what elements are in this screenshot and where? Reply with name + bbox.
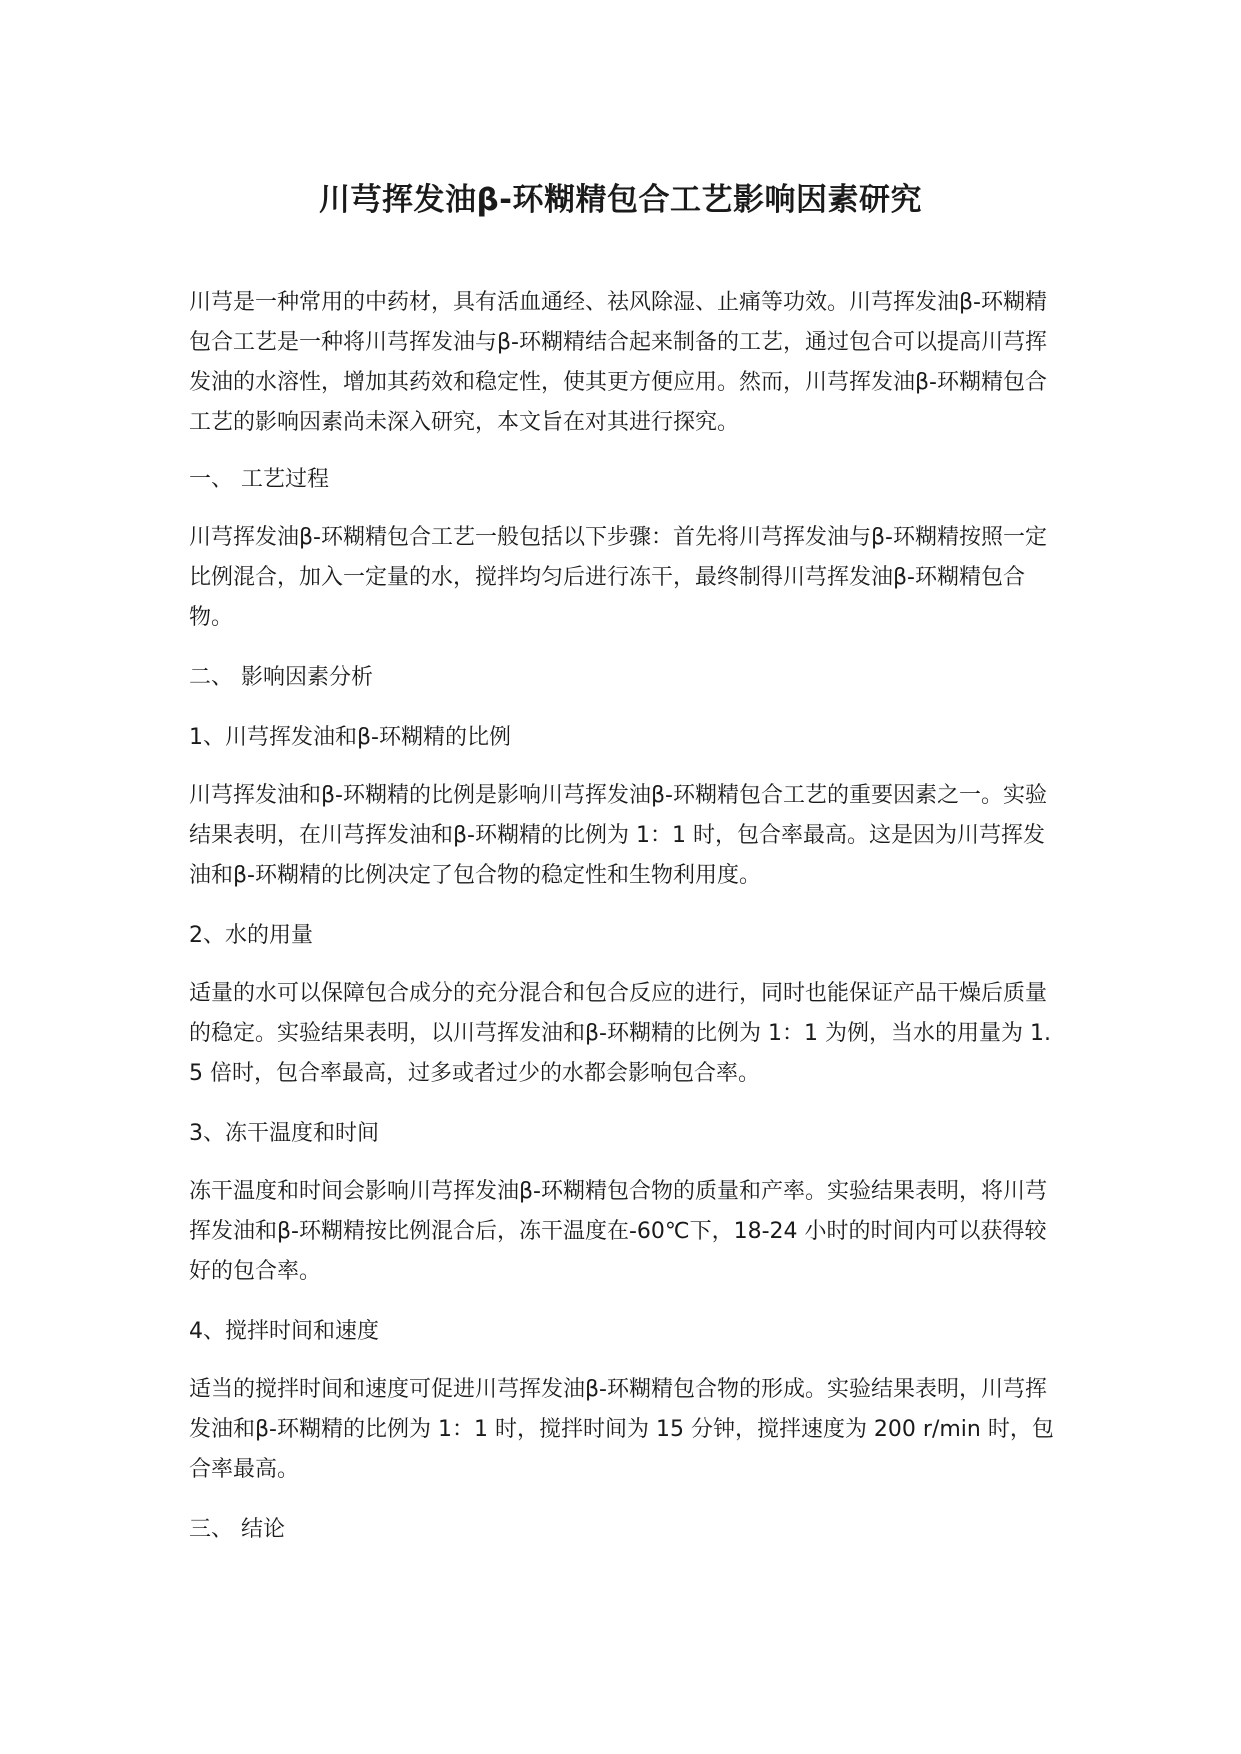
section-title: 工艺过程 [241,467,330,492]
section-number: 二、 [189,665,234,690]
subsection-1-paragraph: 川芎挥发油和β-环糊精的比例是影响川芎挥发油β-环糊精包合工艺的重要因素之一。实验结果表明，在川芎挥发油和β-环糊精的比例为 1：1 时，包合率最高。这是因为川芎挥发油和β-环糊精的比例决定了包合物的稳定性和生物利用度。 [189,783,1047,888]
subsection-3-paragraph: 冻干温度和时间会影响川芎挥发油β-环糊精包合物的质量和产率。实验结果表明，将川芎挥发油和β-环糊精按比例混合后，冻干温度在-60℃下，18-24 小时的时间内可以获得较好的包合率。 [189,1179,1047,1284]
intro-paragraph: 川芎是一种常用的中药材，具有活血通经、祛风除湿、止痛等功效。川芎挥发油β-环糊精包合工艺是一种将川芎挥发油与β-环糊精结合起来制备的工艺，通过包合可以提高川芎挥发油的水溶性，增加其药效和稳定性，使其更方便应用。然而，川芎挥发油β-环糊精包合工艺的影响因素尚未深入研究，本文旨在对其进行探究。 [189,290,1047,435]
subsection-heading-3: 3、冻干温度和时间 [189,1121,379,1146]
subsection-heading-2: 2、水的用量 [189,923,313,948]
section-heading-2 [189,658,373,698]
subsection-heading-1: 1、川芎挥发油和β-环糊精的比例 [189,725,511,750]
subsection-heading-4: 4、搅拌时间和速度 [189,1319,379,1344]
section-title: 结论 [241,1517,286,1542]
section-heading-1 [189,460,329,500]
document-title: 川芎挥发油β-环糊精包合工艺影响因素研究 [318,182,923,218]
section-number: 三、 [189,1517,234,1542]
section-title: 影响因素分析 [241,665,374,690]
subsection-4-paragraph: 适当的搅拌时间和速度可促进川芎挥发油β-环糊精包合物的形成。实验结果表明，川芎挥发油和β-环糊精的比例为 1：1 时，搅拌时间为 15 分钟，搅拌速度为 200 r/min 时，包合率最高。 [189,1377,1054,1482]
section-number: 一、 [189,467,234,492]
subsection-2-paragraph: 适量的水可以保障包合成分的充分混合和包合反应的进行，同时也能保证产品干燥后质量的稳定。实验结果表明，以川芎挥发油和β-环糊精的比例为 1：1 为例，当水的用量为 1.5 倍时，包合率最高，过多或者过少的水都会影响包合率。 [189,981,1051,1086]
section-heading-3 [189,1510,285,1550]
section-1-paragraph: 川芎挥发油β-环糊精包合工艺一般包括以下步骤：首先将川芎挥发油与β-环糊精按照一定比例混合，加入一定量的水，搅拌均匀后进行冻干，最终制得川芎挥发油β-环糊精包合物。 [189,525,1047,630]
